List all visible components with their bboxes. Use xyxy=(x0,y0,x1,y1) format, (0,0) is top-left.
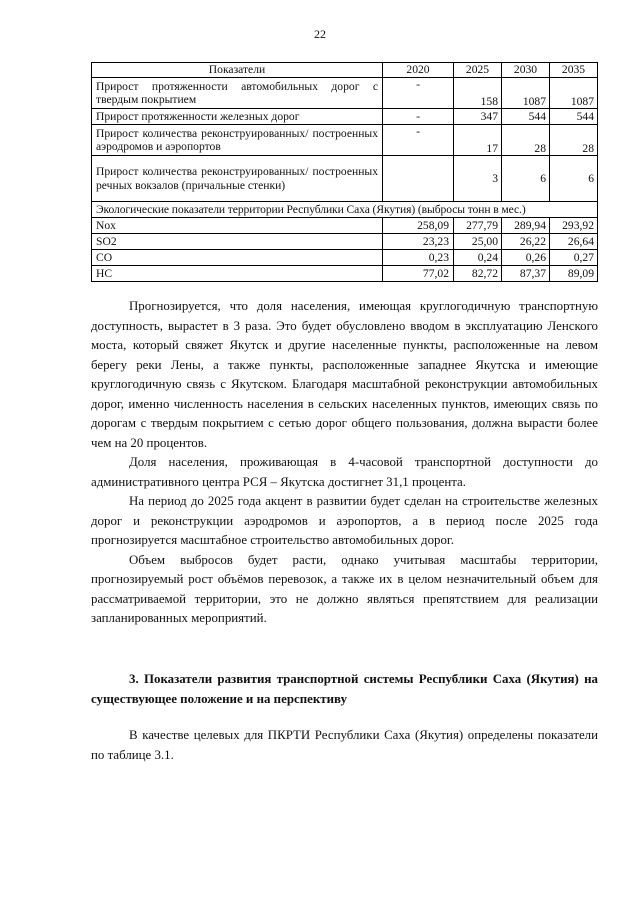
cell-2035: 28 xyxy=(550,125,598,156)
header-indicators: Показатели xyxy=(92,63,383,78)
page-number: 22 xyxy=(314,27,326,41)
header-2030: 2030 xyxy=(502,63,550,78)
cell-2025: 158 xyxy=(454,78,502,109)
paragraph: На период до 2025 года акцент в развитии будет сделан на строительстве железных дорог и реконструкции аэродромов и аэропортов, а в период после 2025 года прогнозируется масштабное строительство автомобильных дорог. xyxy=(91,494,598,547)
cell-2025: 17 xyxy=(454,125,502,156)
row-name: Прирост количества реконструированных/ построенных аэродромов и аэропортов xyxy=(92,125,383,156)
row-name: Nox xyxy=(92,218,383,234)
header-2035: 2035 xyxy=(550,63,598,78)
paragraph: В качестве целевых для ПКРТИ Республики Саха (Якутия) определены показатели по таблице 3.1. xyxy=(91,728,598,762)
eco-section-title: Экологические показатели территории Республики Саха (Якутия) (выбросы тонн в мес.) xyxy=(92,202,598,218)
closing-text xyxy=(91,726,598,765)
header-2020: 2020 xyxy=(383,63,454,78)
cell-2035: 26,64 xyxy=(550,234,598,250)
header-2025: 2025 xyxy=(454,63,502,78)
cell-2030: 28 xyxy=(502,125,550,156)
cell-2030: 1087 xyxy=(502,78,550,109)
cell-2035: 89,09 xyxy=(550,266,598,282)
table-row xyxy=(92,234,598,250)
body-text xyxy=(91,297,598,629)
cell-2020: 0,23 xyxy=(383,250,454,266)
cell-2035: 6 xyxy=(550,156,598,202)
cell-2035: 0,27 xyxy=(550,250,598,266)
table-row xyxy=(92,125,598,156)
cell-2035: 1087 xyxy=(550,78,598,109)
cell-2025: 3 xyxy=(454,156,502,202)
cell-2020: - xyxy=(383,109,454,125)
indicators-table xyxy=(91,62,598,282)
cell-2025: 82,72 xyxy=(454,266,502,282)
table-row xyxy=(92,156,598,202)
cell-2030: 6 xyxy=(502,156,550,202)
cell-2020 xyxy=(383,156,454,202)
table-section-row xyxy=(92,202,598,218)
row-name: Прирост протяженности автомобильных дорог с твердым покрытием xyxy=(92,78,383,109)
cell-2030: 289,94 xyxy=(502,218,550,234)
cell-2025: 0,24 xyxy=(454,250,502,266)
cell-2025: 277,79 xyxy=(454,218,502,234)
paragraph: Прогнозируется, что доля населения, имеющая круглогодичную транспортную доступность, вырастет в 3 раза. Это будет обусловлено вводом в эксплуатацию Ленского моста, который свяжет Якутск и другие населенные пункты, расположенные на левом берегу реки Лены, а также пункты, расположенные западнее Якутска и имеющие круглогодичную связь с Якутском. Благодаря масштабной реконструкции автомобильных дорог, именно численность населения в сельских населенных пунктов, имеющих связь по дорогам с твердым покрытием с сетью дорог общего пользования, должна вырасти более чем на 20 процентов. xyxy=(91,299,598,450)
row-name: Прирост количества реконструированных/ построенных речных вокзалов (причальные стенки) xyxy=(92,156,383,202)
cell-2020: 77,02 xyxy=(383,266,454,282)
cell-2030: 0,26 xyxy=(502,250,550,266)
table-row xyxy=(92,250,598,266)
cell-2035: 544 xyxy=(550,109,598,125)
cell-2030: 544 xyxy=(502,109,550,125)
cell-2035: 293,92 xyxy=(550,218,598,234)
section-heading: 3. Показатели развития транспортной системы Республики Саха (Якутия) на существующее положение и на перспективу xyxy=(91,672,598,706)
row-name: HC xyxy=(92,266,383,282)
paragraph: Объем выбросов будет расти, однако учитывая масштабы территории, прогнозируемый рост объёмов перевозок, а также их в целом незначительный объем для рассматриваемой территории, это не должно являться препятствием для реализации запланированных мероприятий. xyxy=(91,552,598,625)
cell-2025: 347 xyxy=(454,109,502,125)
cell-2020: - xyxy=(383,78,454,109)
cell-2020: 258,09 xyxy=(383,218,454,234)
table-row xyxy=(92,109,598,125)
table-row xyxy=(92,218,598,234)
cell-2020: - xyxy=(383,125,454,156)
cell-2030: 26,22 xyxy=(502,234,550,250)
cell-2025: 25,00 xyxy=(454,234,502,250)
row-name: Прирост протяженности железных дорог xyxy=(92,109,383,125)
table-row xyxy=(92,78,598,109)
cell-2020: 23,23 xyxy=(383,234,454,250)
row-name: SO2 xyxy=(92,234,383,250)
table-header-row xyxy=(92,63,598,78)
row-name: CO xyxy=(92,250,383,266)
table-row xyxy=(92,266,598,282)
cell-2030: 87,37 xyxy=(502,266,550,282)
paragraph: Доля населения, проживающая в 4-часовой транспортной доступности до административного центра РСЯ – Якутска достигнет 31,1 процента. xyxy=(91,455,598,489)
